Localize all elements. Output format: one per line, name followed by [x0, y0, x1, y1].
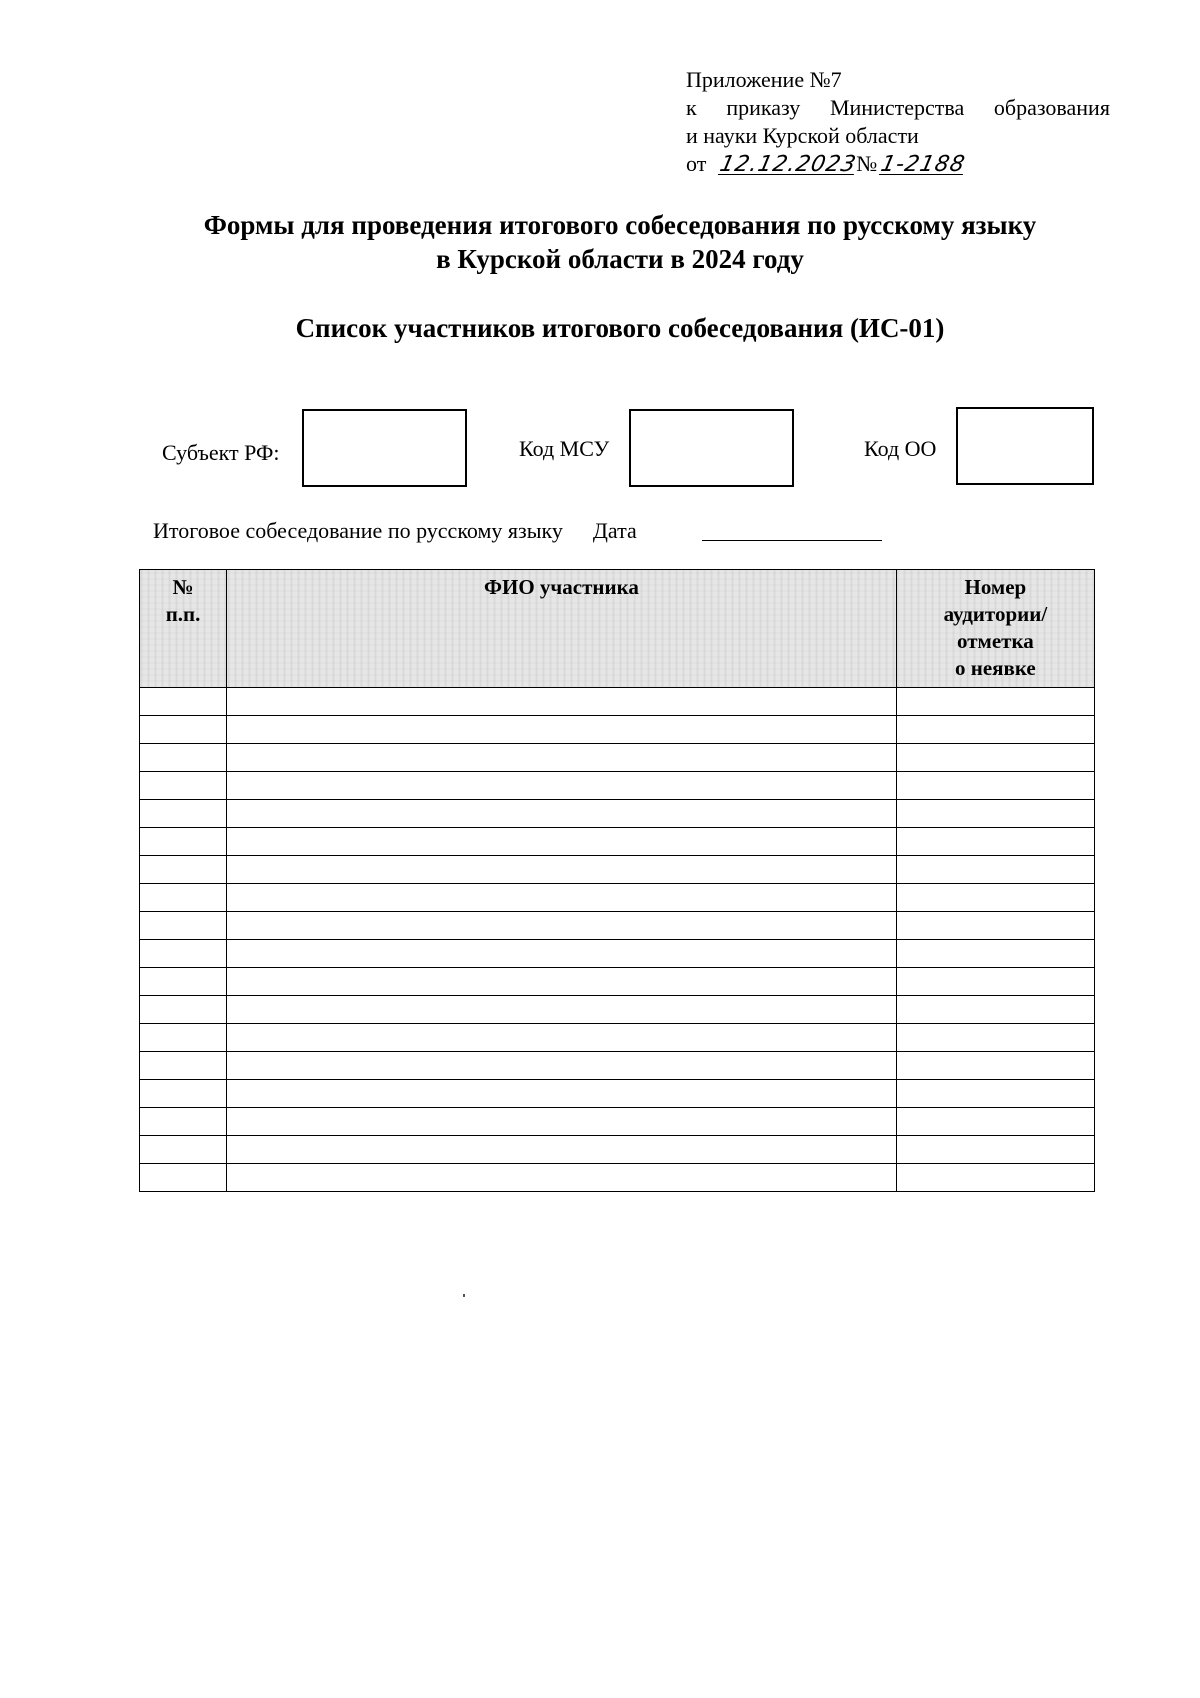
- appendix-date-line: [686, 150, 1110, 179]
- appendix-ministry-line: и науки Курской области: [686, 123, 919, 148]
- document-title-line-2: в Курской области в 2024 году: [436, 244, 804, 274]
- cell-number[interactable]: [140, 1164, 227, 1192]
- cell-room[interactable]: [896, 912, 1094, 940]
- cell-participant-name[interactable]: [227, 688, 897, 716]
- cell-number[interactable]: [140, 1136, 227, 1164]
- cell-number[interactable]: [140, 968, 227, 996]
- exam-description: Итоговое собеседование по русскому языку: [153, 518, 563, 543]
- cell-room[interactable]: [896, 800, 1094, 828]
- header-name-label: ФИО участника: [483, 575, 639, 599]
- cell-number[interactable]: [140, 828, 227, 856]
- table-row: [140, 1108, 1095, 1136]
- cell-number[interactable]: [140, 1052, 227, 1080]
- table-row: [140, 996, 1095, 1024]
- header-participant-name: [227, 570, 897, 688]
- cell-participant-name[interactable]: [227, 884, 897, 912]
- document-title-line-1: Формы для проведения итогового собеседования по русскому языку: [203, 210, 1037, 240]
- cell-number[interactable]: [140, 800, 227, 828]
- table-row: [140, 1052, 1095, 1080]
- cell-number[interactable]: [140, 1024, 227, 1052]
- oo-label: Код ОО: [864, 436, 937, 461]
- header-number-sign: №: [172, 575, 194, 599]
- table-row: [140, 716, 1095, 744]
- table-row: [140, 772, 1095, 800]
- cell-number[interactable]: [140, 716, 227, 744]
- header-number-abbr: п.п.: [165, 602, 201, 626]
- cell-participant-name[interactable]: [227, 940, 897, 968]
- table-row: [140, 1164, 1095, 1192]
- cell-participant-name[interactable]: [227, 772, 897, 800]
- cell-number[interactable]: [140, 856, 227, 884]
- cell-participant-name[interactable]: [227, 912, 897, 940]
- table-body: [140, 688, 1095, 1192]
- cell-number[interactable]: [140, 688, 227, 716]
- header-number: [140, 570, 227, 688]
- table-row: [140, 940, 1095, 968]
- cell-participant-name[interactable]: [227, 1080, 897, 1108]
- cell-number[interactable]: [140, 1108, 227, 1136]
- cell-participant-name[interactable]: [227, 996, 897, 1024]
- appendix-word: образования: [993, 95, 1110, 120]
- cell-number[interactable]: [140, 940, 227, 968]
- header-room-line: отметка: [957, 629, 1034, 653]
- table-row: [140, 1024, 1095, 1052]
- cell-room[interactable]: [896, 996, 1094, 1024]
- scan-speck: [463, 1294, 465, 1297]
- date-label: Дата: [592, 518, 637, 543]
- cell-participant-name[interactable]: [227, 716, 897, 744]
- date-blank-field[interactable]: [702, 540, 882, 541]
- cell-number[interactable]: [140, 744, 227, 772]
- cell-number[interactable]: [140, 772, 227, 800]
- header-room-line: Номер: [964, 575, 1027, 599]
- table-row: [140, 856, 1095, 884]
- appendix-number: Приложение №7: [686, 67, 842, 92]
- table-row: [140, 800, 1095, 828]
- table-header-row: [140, 570, 1095, 688]
- table-row: [140, 1080, 1095, 1108]
- table-row: [140, 968, 1095, 996]
- number-prefix: №: [856, 151, 878, 176]
- cell-participant-name[interactable]: [227, 828, 897, 856]
- cell-participant-name[interactable]: [227, 1024, 897, 1052]
- cell-room[interactable]: [896, 688, 1094, 716]
- exam-line: [153, 518, 637, 544]
- cell-room[interactable]: [896, 940, 1094, 968]
- participants-table: [139, 569, 1095, 1192]
- cell-participant-name[interactable]: [227, 800, 897, 828]
- cell-room[interactable]: [896, 716, 1094, 744]
- subject-label: Субъект РФ:: [162, 440, 280, 465]
- cell-room[interactable]: [896, 772, 1094, 800]
- subject-code-box[interactable]: [302, 409, 467, 487]
- table-row: [140, 884, 1095, 912]
- cell-participant-name[interactable]: [227, 856, 897, 884]
- cell-room[interactable]: [896, 1024, 1094, 1052]
- handwritten-date: 12.12.2023: [717, 152, 860, 177]
- cell-number[interactable]: [140, 996, 227, 1024]
- header-room-line: о неявке: [954, 656, 1036, 680]
- table-row: [140, 912, 1095, 940]
- appendix-word: Министерства: [829, 95, 965, 120]
- cell-room[interactable]: [896, 1080, 1094, 1108]
- header-room: [896, 570, 1094, 688]
- cell-room[interactable]: [896, 856, 1094, 884]
- cell-participant-name[interactable]: [227, 1052, 897, 1080]
- cell-participant-name[interactable]: [227, 1108, 897, 1136]
- table-row: [140, 744, 1095, 772]
- table-row: [140, 828, 1095, 856]
- form-subtitle: Список участников итогового собеседования (ИС-01): [295, 313, 945, 343]
- cell-room[interactable]: [896, 744, 1094, 772]
- oo-code-box[interactable]: [956, 407, 1094, 485]
- date-prefix: от: [686, 151, 707, 176]
- cell-room[interactable]: [896, 1164, 1094, 1192]
- cell-participant-name[interactable]: [227, 1164, 897, 1192]
- cell-room[interactable]: [896, 1108, 1094, 1136]
- header-room-line: аудитории/: [943, 602, 1048, 626]
- cell-room[interactable]: [896, 1052, 1094, 1080]
- cell-room[interactable]: [896, 828, 1094, 856]
- msu-label: Код МСУ: [519, 436, 610, 461]
- appendix-block: [686, 66, 1110, 179]
- table-row: [140, 1136, 1095, 1164]
- appendix-word: приказу: [726, 95, 801, 120]
- cell-number[interactable]: [140, 884, 227, 912]
- appendix-order-line: [686, 94, 1110, 122]
- handwritten-order-number: 1-2188: [878, 152, 968, 177]
- cell-number[interactable]: [140, 1080, 227, 1108]
- cell-participant-name[interactable]: [227, 968, 897, 996]
- cell-room[interactable]: [896, 968, 1094, 996]
- cell-room[interactable]: [896, 1136, 1094, 1164]
- cell-room[interactable]: [896, 884, 1094, 912]
- cell-participant-name[interactable]: [227, 1136, 897, 1164]
- cell-participant-name[interactable]: [227, 744, 897, 772]
- msu-code-box[interactable]: [629, 409, 794, 487]
- appendix-word: к: [686, 95, 697, 120]
- cell-number[interactable]: [140, 912, 227, 940]
- table-row: [140, 688, 1095, 716]
